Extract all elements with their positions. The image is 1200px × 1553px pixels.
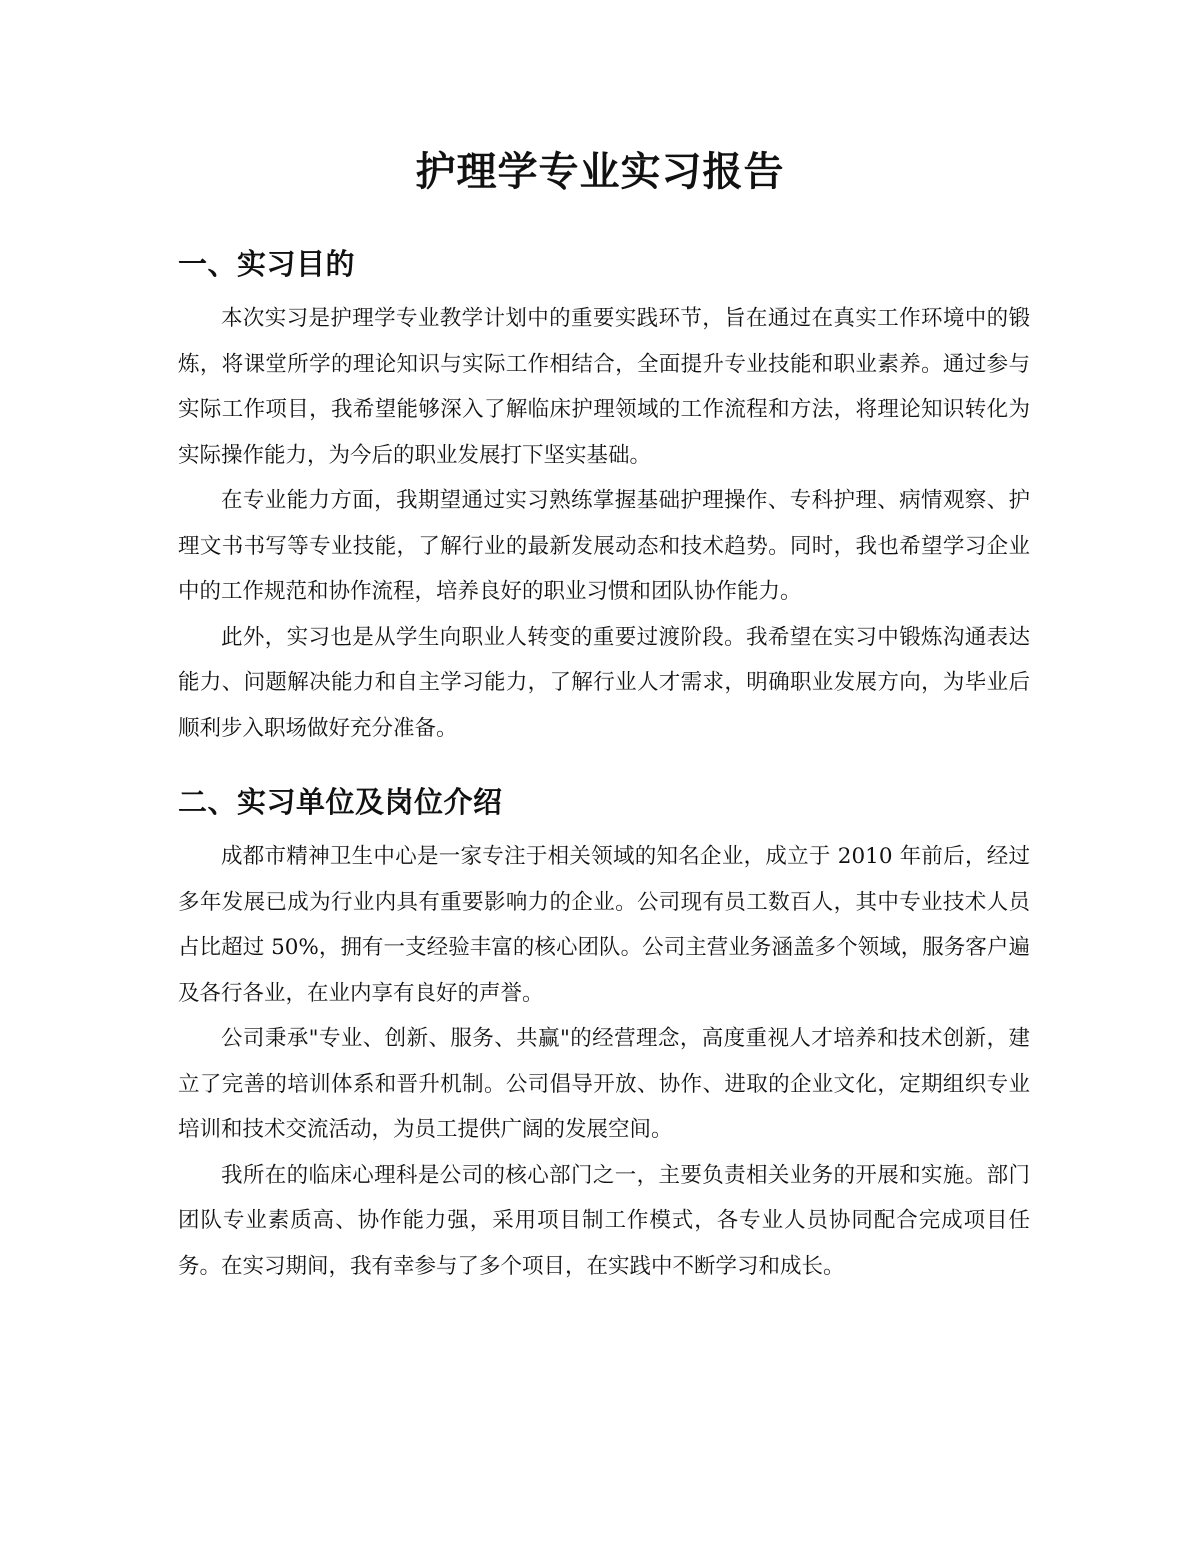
- section-heading: 二、实习单位及岗位介绍: [178, 785, 503, 819]
- paragraph: 我所在的临床心理科是公司的核心部门之一，主要负责相关业务的开展和实施。部门团队专业素质高、协作能力强，采用项目制工作模式，各专业人员协同配合完成项目任务。在实习期间，我有幸参与了多个项目，在实践中不断学习和成长。: [178, 1162, 1030, 1279]
- paragraph: 公司秉承"专业、创新、服务、共赢"的经营理念，高度重视人才培养和技术创新，建立了完善的培训体系和晋升机制。公司倡导开放、协作、进取的企业文化，定期组织专业培训和技术交流活动，为员工提供广阔的发展空间。: [178, 1026, 1030, 1142]
- section-heading: 一、实习目的: [178, 247, 356, 281]
- paragraph: 本次实习是护理学专业教学计划中的重要实践环节，旨在通过在真实工作环境中的锻炼，将课堂所学的理论知识与实际工作相结合，全面提升专业技能和职业素养。通过参与实际工作项目，我希望能够深入了解临床护理领域的工作流程和方法，将理论知识转化为实际操作能力，为今后的职业发展打下坚实基础。: [178, 306, 1030, 468]
- section-unit-and-position: [178, 776, 1030, 1289]
- paragraph: 此外，实习也是从学生向职业人转变的重要过渡阶段。我希望在实习中锻炼沟通表达能力、问题解决能力和自主学习能力，了解行业人才需求，明确职业发展方向，为毕业后顺利步入职场做好充分准备。: [178, 624, 1030, 741]
- paragraph: 成都市精神卫生中心是一家专注于相关领域的知名企业，成立于 2010 年前后，经过多年发展已成为行业内具有重要影响力的企业。公司现有员工数百人，其中专业技术人员占比超过 50%，拥有一支经验丰富的核心团队。公司主营业务涵盖多个领域，服务客户遍及各行各业，在业内享有良好的声誉。: [178, 844, 1030, 1006]
- section-internship-purpose: [178, 238, 1030, 751]
- paragraph: 在专业能力方面，我期望通过实习熟练掌握基础护理操作、专科护理、病情观察、护理文书书写等专业技能，了解行业的最新发展动态和技术趋势。同时，我也希望学习企业中的工作规范和协作流程，培养良好的职业习惯和团队协作能力。: [178, 488, 1030, 604]
- document-title: 护理学专业实习报告: [415, 149, 785, 195]
